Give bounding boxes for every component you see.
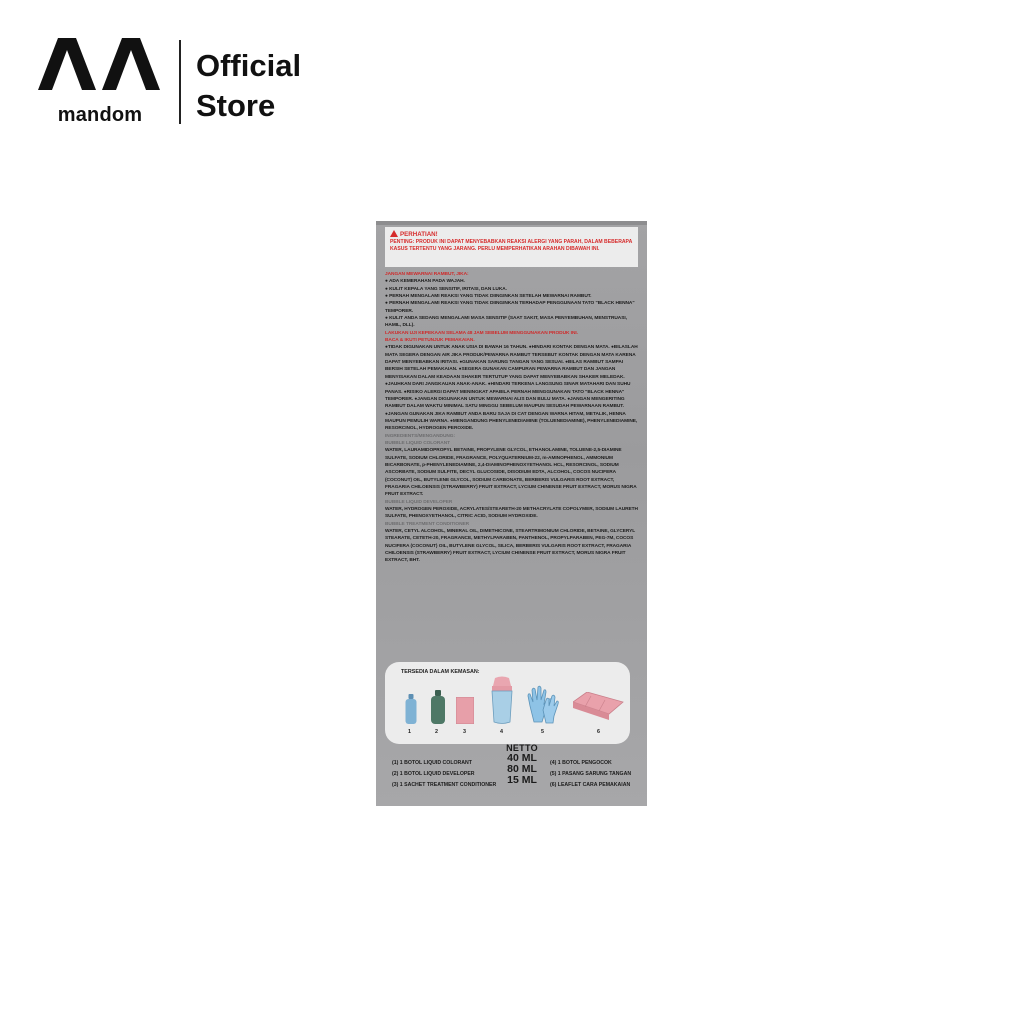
item-number: 4 [500, 729, 503, 735]
item-number: 2 [435, 729, 438, 735]
kit-contents-box [385, 662, 630, 744]
colorant-bottle-icon [404, 694, 418, 724]
product-text-block [385, 271, 639, 565]
legend-item: (1) 1 BOTOL LIQUID COLORANT [392, 760, 472, 766]
conditioner-ingredients: WATER, CETYL ALCOHOL, MINERAL OIL, DIMETHICONE, STEARTRIMONIUM CHLORIDE, BETAINE, GLYCERYL STEARATE, CETETH-20, FRAGRANCE, METHYLPARABEN, PANTHENOL, PROPYLPARABEN, PEG-7M, COCOS NUCIFERA (COCONUT) OIL, BUTYLENE GLYCOL, SILICA, BERBERIS VULGARIS ROOT EXTRACT, FRAGARIA CHILOENSIS (STRAWBERRY) FRUIT EXTRACT, LYCIUM CHINENSE FRUIT EXTRACT, MORUS NIGRA FRUIT EXTRACT, BHT. [385, 529, 636, 564]
netto-block [502, 744, 542, 786]
legend-item: (2) 1 BOTOL LIQUID DEVELOPER [392, 771, 475, 777]
colorant-heading: BUBBLE LIQUID COLORANT [385, 440, 450, 446]
contents-legend-left [392, 758, 496, 791]
legend-item: (6) LEAFLET CARA PEMAKAIAN [550, 782, 631, 788]
netto-label: NETTO [506, 743, 538, 753]
netto-value: 40 ML [507, 752, 537, 764]
warning-item: ● PERNAH MENGALAMI REAKSI YANG TIDAK DIINGINKAN SETELAH MEWARNAI RAMBUT. [385, 294, 592, 300]
item-number: 1 [408, 729, 411, 735]
double-chevron-logo-icon [38, 38, 162, 92]
legend-item: (3) 1 SACHET TREATMENT CONDITIONER [392, 782, 497, 788]
netto-value: 80 ML [507, 763, 537, 775]
caution-box [385, 227, 638, 267]
test-heading: LAKUKAN UJI KEPEKAAN SELAMA 48 JAM SEBELUM MENGGUNAKAN PRODUK INI. [385, 330, 578, 336]
instructions-text: ●TIDAK DIGUNAKAN UNTUK ANAK USIA DI BAWAH 16 TAHUN. ●HINDARI KONTAK DENGAN MATA. ●BILASLAH MATA SEGERA DENGAN AIR JIKA PRODUK/PEWARNA RAMBUT TERSEBUT KONTAK DENGAN MATA KARENA DAPAT MENYEBABKAN IRITASI. ●GUNAKAN SARUNG TANGAN YANG SESUAI. ●BILAS RAMBUT SAMPAI BERSIH SETELAH PEMAKAIAN. ●SEGERA GUNAKAN CAMPURAN PEWARNA RAMBUT DAN JANGAN MENYISAKAN DALAM KEADAAN SHAKER TERTUTUP YANG DAPAT MENYEBABKAN SHAKER MELEDAK. ●JAUHKAN DARI JANGKAUAN ANAK-ANAK. ●HINDARI TERKENA LANGSUNG SINAR MATAHARI DAN SUHU PANAS. ●RISIKO ALERGI DAPAT MENINGKAT APABILA PERNAH MENGGUNAKAN TATO "BLACK HENNA" TEMPORER. ●JANGAN DIGUNAKAN UNTUK MEWARNAI ALIS DAN BULU MATA. ●JANGAN MENGERITING RAMBUT DALAM WAKTU MINIMAL SATU MINGGU SEBELUM MAUPUN SESUDAH PEWARNAAN RAMBUT. ●JANGAN GUNAKAN JIKA RAMBUT ANDA BARU SAJA DI CAT DENGAN WARNA HITAM, METALIK, HENNA MAUPUN PEMULIH WARNA. ●MENGANDUNG PHENYLENEDIAMINE (TOLUENEDIAMINE), PHENYLENEDIAMINE, RESORCINOL, HYDROGEN PEROXIDE. [385, 345, 638, 432]
ingredients-heading: INGREDIENTS/MENGANDUNG: [385, 433, 456, 439]
item-number: 5 [541, 729, 544, 735]
warning-item: ● PERNAH MENGALAMI REAKSI YANG TIDAK DIINGINKAN TERHADAP PENGGUNAAN TATO "BLACK HENNA" TEMPORER. [385, 301, 635, 314]
shaker-bottle-icon [489, 676, 515, 724]
colorant-ingredients: WATER, LAURAMIDOPROPYL BETAINE, PROPYLENE GLYCOL, ETHANOLAMINE, TOLUENE-2,5-DIAMINE SULFATE, SODIUM CHLORIDE, FRAGRANCE, POLYQUATERNIUM-22, m-AMINOPHENOL, AMMONIUM BICARBONATE, p-PHENYLENEDIAMINE, 2,4-DIAMINOPHENOXYETHANOL HCL, RESORCINOL, SODIUM ASCORBATE, SODIUM SULFITE, DECYL GLUCOSIDE, DISODIUM EDTA, ALCOHOL, COCOS NUCIFERA (COCONUT) OIL, BUTYLENE GLYCOL, SODIUM CARBONATE, BERBERIS VULGARIS ROOT EXTRACT, FRAGARIA CHILOENSIS (STRAWBERRY) FRUIT EXTRACT, LYCIUM CHINENSE FRUIT EXTRACT, MORUS NIGRA FRUIT EXTRACT. [385, 448, 637, 498]
leaflet-icon [573, 692, 625, 720]
conditioner-heading: BUBBLE TREATMENT CONDITIONER [385, 521, 470, 527]
legend-item: (4) 1 BOTOL PENGOCOK [550, 760, 612, 766]
caution-text: PENTING: PRODUK INI DAPAT MENYEBABKAN REAKSI ALERGI YANG PARAH, DALAM BEBERAPA KASUS TERTENTU YANG JARANG. PERLU MEMPERHATIKAN ARAHAN DIBAWAH INI. [390, 239, 633, 253]
product-back-panel [376, 221, 647, 806]
conditioner-sachet-icon [456, 697, 474, 724]
warning-item: ● ADA KEMERAHAN PADA WAJAH. [385, 279, 465, 285]
item-number: 6 [597, 729, 600, 735]
header-divider [179, 40, 181, 124]
brand-name: mandom [57, 104, 143, 126]
instructions-heading: BACA & IKUTI PETUNJUK PEMAKAIAN. [385, 338, 475, 344]
caution-title: PERHATIAN! [400, 231, 438, 238]
warning-item: ● KULIT ANDA SEDANG MENGALAMI MASA SENSITIF (SAAT SAKIT, MASA PENYEMBUHAN, MENSTRUASI, HAMIL, DLL). [385, 316, 627, 329]
brand-logo [38, 38, 168, 128]
developer-heading: BUBBLE LIQUID DEVELOPER [385, 499, 453, 505]
contents-legend-right [550, 758, 631, 791]
netto-value: 15 ML [507, 774, 537, 786]
contents-title: TERSEDIA DALAM KEMASAN: [401, 669, 480, 675]
gloves-icon [526, 684, 560, 724]
legend-item: (5) 1 PASANG SARUNG TANGAN [550, 771, 632, 777]
store-line-1: Official [196, 48, 302, 83]
warning-triangle-icon [390, 230, 398, 237]
developer-ingredients: WATER, HYDROGEN PEROXIDE, ACRYLATES/STEARETH-20 METHACRYLATE COPOLYMER, SODIUM LAURETH SULFATE, PHENOXYETHANOL, CITRIC ACID, SODIUM HYDROXIDE. [385, 507, 638, 520]
warning-heading: JANGAN MEWARNAI RAMBUT, JIKA: [385, 272, 469, 277]
store-line-2: Store [196, 88, 276, 123]
warning-item: ● KULIT KEPALA YANG SENSITIF, IRITASI, DAN LUKA. [385, 286, 507, 292]
developer-bottle-icon [430, 690, 446, 724]
official-store-label [196, 46, 301, 126]
item-number: 3 [463, 729, 466, 735]
panel-top-band [376, 221, 647, 225]
